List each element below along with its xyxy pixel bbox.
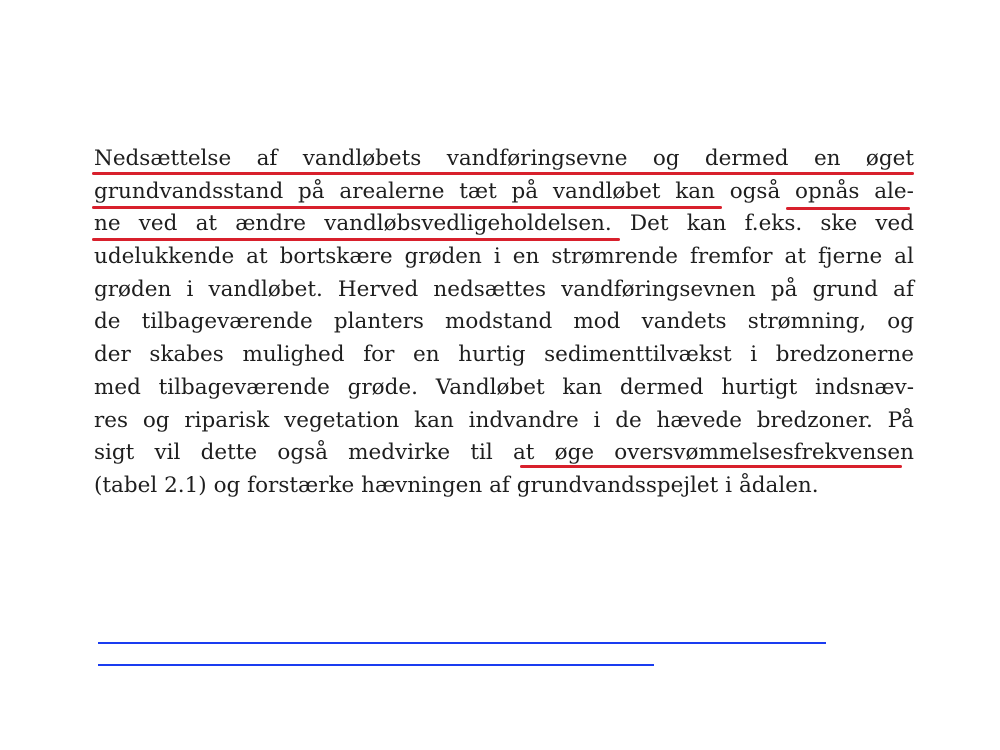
word: strømning, bbox=[747, 309, 867, 335]
word: kan bbox=[562, 374, 603, 400]
word: nedsættes bbox=[433, 276, 547, 302]
word: en bbox=[813, 146, 841, 171]
word: kan bbox=[686, 211, 727, 237]
word: vandets bbox=[641, 309, 727, 335]
red-underline-mark bbox=[92, 238, 620, 241]
word: På bbox=[887, 407, 914, 433]
word: grøden bbox=[404, 244, 482, 270]
word: med bbox=[94, 374, 141, 400]
word: 2.1) bbox=[164, 472, 207, 498]
word: tilbageværende bbox=[158, 374, 330, 400]
blue-link-line bbox=[98, 664, 654, 666]
word: at bbox=[512, 440, 535, 466]
word: vandløbet bbox=[552, 178, 661, 204]
word: (tabel bbox=[94, 472, 158, 498]
word: af bbox=[893, 276, 914, 302]
word: tilbageværende bbox=[141, 309, 313, 335]
word: og bbox=[213, 472, 241, 498]
word: vandløbets bbox=[302, 146, 422, 171]
text-line bbox=[94, 306, 914, 339]
word: udelukkende bbox=[94, 244, 235, 270]
word: Det bbox=[629, 211, 669, 237]
word: ne bbox=[94, 211, 121, 237]
word: res bbox=[94, 407, 129, 433]
word: øget bbox=[865, 146, 914, 171]
word: modstand bbox=[445, 309, 553, 335]
word: indsnæv- bbox=[814, 374, 914, 400]
word: vandføringsevne bbox=[446, 146, 628, 171]
text-line bbox=[94, 405, 914, 438]
word: ådalen. bbox=[738, 472, 819, 498]
text-line bbox=[94, 339, 914, 372]
red-underline-mark bbox=[92, 172, 914, 175]
word: vandføringsevnen bbox=[561, 276, 756, 302]
word: i bbox=[750, 342, 758, 368]
word: ved bbox=[875, 211, 914, 237]
word: for bbox=[363, 342, 395, 368]
word: af bbox=[489, 472, 510, 498]
word: hurtig bbox=[458, 342, 526, 368]
red-underline-mark bbox=[786, 207, 910, 210]
word: Vandløbet bbox=[435, 374, 545, 400]
text-line bbox=[94, 470, 914, 503]
word: i bbox=[493, 244, 501, 270]
word: planters bbox=[333, 309, 424, 335]
word: fjerne bbox=[817, 244, 883, 270]
word: bredzonerne bbox=[775, 342, 914, 368]
word: grundvandsspejlet bbox=[516, 472, 719, 498]
word: vil bbox=[154, 440, 181, 466]
word: vegetation bbox=[284, 407, 400, 433]
word: kan bbox=[414, 407, 454, 433]
word: kan bbox=[675, 178, 715, 204]
word: de bbox=[615, 407, 642, 433]
word: og bbox=[887, 309, 914, 335]
word: hævede bbox=[656, 407, 742, 433]
word: strømrende bbox=[551, 244, 678, 270]
text-line bbox=[94, 372, 914, 405]
word: til bbox=[470, 440, 493, 466]
red-underline-mark bbox=[520, 465, 902, 468]
word: og bbox=[142, 407, 170, 433]
text-line bbox=[94, 143, 914, 176]
word: i bbox=[186, 276, 194, 302]
word: hævningen bbox=[361, 472, 483, 498]
word: også bbox=[729, 178, 781, 204]
word: grøde. bbox=[347, 374, 418, 400]
word: øge bbox=[554, 440, 595, 466]
word: forstærke bbox=[247, 472, 355, 498]
word: Herved bbox=[337, 276, 419, 302]
word: på bbox=[298, 178, 325, 204]
word: vandløbsvedligeholdelsen. bbox=[324, 211, 612, 237]
word: skabes bbox=[149, 342, 224, 368]
word: vandløbet. bbox=[208, 276, 323, 302]
word: der bbox=[94, 342, 131, 368]
word: indvandre bbox=[468, 407, 579, 433]
document-paragraph bbox=[94, 143, 914, 503]
word: en bbox=[413, 342, 440, 368]
word: opnås bbox=[795, 178, 860, 204]
red-underline-mark bbox=[92, 206, 722, 209]
word: ved bbox=[138, 211, 178, 237]
word: ale- bbox=[874, 178, 914, 204]
word: og bbox=[652, 146, 680, 171]
word: dermed bbox=[619, 374, 704, 400]
text-line bbox=[94, 241, 914, 274]
word: arealerne bbox=[339, 178, 445, 204]
word: hurtigt bbox=[721, 374, 798, 400]
word: grund bbox=[812, 276, 879, 302]
word: at bbox=[195, 211, 218, 237]
word: grundvandsstand bbox=[94, 178, 284, 204]
word: oversvømmelsesfrekvensen bbox=[614, 440, 914, 466]
word: i bbox=[593, 407, 601, 433]
word: fremfor bbox=[689, 244, 773, 270]
word: mod bbox=[573, 309, 621, 335]
word: dette bbox=[200, 440, 258, 466]
text-line bbox=[94, 208, 914, 241]
word: Nedsættelse bbox=[94, 146, 232, 171]
word: også bbox=[277, 440, 328, 466]
word: at bbox=[784, 244, 806, 270]
word: på bbox=[770, 276, 798, 302]
word: sedimenttilvækst bbox=[544, 342, 732, 368]
word: tæt bbox=[459, 178, 497, 204]
word: på bbox=[511, 178, 539, 204]
word: de bbox=[94, 309, 121, 335]
word: at bbox=[246, 244, 268, 270]
word: al bbox=[894, 244, 914, 270]
word: bortskære bbox=[279, 244, 393, 270]
word: i bbox=[725, 472, 733, 498]
word: en bbox=[512, 244, 540, 270]
word: dermed bbox=[704, 146, 789, 171]
word: bredzoner. bbox=[756, 407, 873, 433]
word: af bbox=[256, 146, 278, 171]
blue-link-line bbox=[98, 642, 826, 644]
word: f.eks. bbox=[744, 211, 803, 237]
text-line bbox=[94, 274, 914, 307]
word: ændre bbox=[235, 211, 307, 237]
word: medvirke bbox=[348, 440, 451, 466]
word: grøden bbox=[94, 276, 172, 302]
text-line bbox=[94, 176, 914, 209]
word: ske bbox=[820, 211, 858, 237]
word: mulighed bbox=[242, 342, 345, 368]
word: sigt bbox=[94, 440, 135, 466]
word: riparisk bbox=[184, 407, 270, 433]
